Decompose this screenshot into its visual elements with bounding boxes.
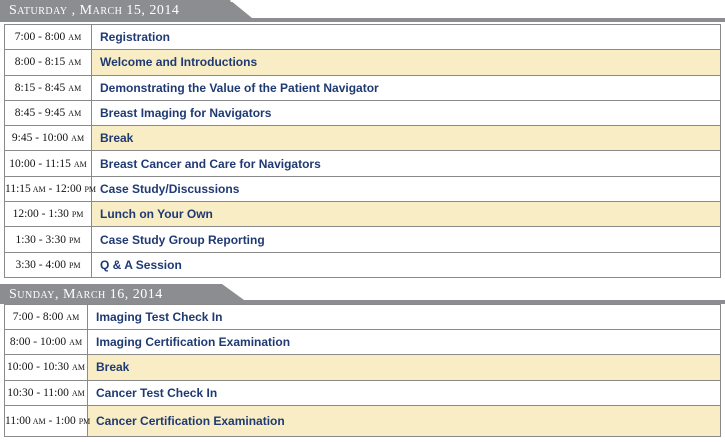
time-end: 11:15	[45, 157, 71, 170]
time-end: 8:15	[44, 56, 66, 69]
event-cell: Case Study Group Reporting	[92, 227, 721, 252]
time-separator: -	[32, 132, 42, 145]
time-end-ampm: pm	[68, 258, 81, 271]
time-separator: -	[33, 361, 43, 374]
time-end-ampm: am	[69, 336, 83, 349]
day-title: Sunday, March 16, 2014	[9, 287, 163, 302]
event-cell: Break	[92, 126, 721, 151]
time-start: 11:00	[5, 414, 31, 427]
schedule-table	[4, 304, 721, 437]
schedule-row	[5, 126, 721, 151]
time-cell	[5, 176, 97, 201]
time-cell	[5, 355, 88, 380]
event-cell: Breast Cancer and Care for Navigators	[92, 151, 721, 176]
time-end: 10:30	[42, 361, 70, 374]
time-end-ampm: pm	[68, 233, 81, 246]
time-end: 11:00	[43, 386, 69, 399]
time-end-ampm: am	[66, 311, 80, 324]
schedule-table	[4, 24, 721, 278]
time-separator: -	[38, 208, 49, 221]
time-end: 8:00	[42, 311, 64, 324]
time-start: 7:00	[14, 31, 36, 44]
event-cell: Cancer Certification Examination	[88, 405, 721, 436]
time-start: 9:45	[11, 132, 33, 145]
time-end-ampm: pm	[84, 182, 97, 195]
schedule-row	[5, 25, 721, 50]
time-end: 8:45	[44, 81, 66, 94]
event-cell: Lunch on Your Own	[92, 202, 721, 227]
time-start-ampm: am	[32, 414, 46, 427]
time-start: 8:45	[14, 107, 36, 120]
time-end: 10:00	[41, 132, 69, 145]
time-separator: -	[33, 386, 44, 399]
schedule-row	[5, 176, 721, 201]
schedule-row	[5, 151, 721, 176]
time-end-ampm: pm	[71, 208, 84, 221]
time-separator: -	[33, 311, 43, 324]
time-separator: -	[35, 233, 46, 246]
schedule-row	[5, 202, 721, 227]
time-end-ampm: am	[68, 107, 82, 120]
time-separator: -	[45, 182, 56, 195]
time-end: 8:00	[44, 31, 66, 44]
event-cell: Breast Imaging for Navigators	[92, 100, 721, 125]
time-cell	[5, 405, 91, 436]
schedule-row	[5, 75, 721, 100]
time-end-ampm: am	[68, 31, 82, 44]
time-cell	[5, 25, 92, 50]
time-end-ampm: am	[71, 132, 85, 145]
time-start-ampm: am	[32, 182, 46, 195]
time-start: 10:30	[7, 386, 34, 399]
time-separator: -	[35, 258, 46, 271]
time-start: 8:00	[9, 336, 31, 349]
schedule-row	[5, 227, 721, 252]
day-header	[0, 282, 725, 306]
time-end-ampm: am	[73, 157, 87, 170]
time-start: 3:30	[15, 258, 36, 271]
event-cell: Cancer Test Check In	[88, 380, 721, 405]
time-cell	[5, 75, 92, 100]
schedule-row	[5, 100, 721, 125]
schedule-row	[5, 380, 721, 405]
time-start: 7:00	[12, 311, 34, 324]
time-cell	[5, 252, 92, 277]
time-end-ampm: am	[68, 81, 82, 94]
time-separator: -	[35, 56, 45, 69]
schedule-row	[5, 252, 721, 277]
event-cell: Demonstrating the Value of the Patient Navigator	[92, 75, 721, 100]
time-cell	[5, 100, 92, 125]
time-cell	[5, 202, 92, 227]
event-cell: Q & A Session	[92, 252, 721, 277]
schedule-row	[5, 50, 721, 75]
event-cell: Registration	[92, 25, 721, 50]
day-title: Saturday , March 15, 2014	[9, 3, 180, 18]
time-start: 8:15	[14, 81, 36, 94]
time-cell	[5, 380, 88, 405]
time-start: 10:00	[7, 361, 34, 374]
time-cell	[5, 151, 92, 176]
time-end-ampm: am	[68, 56, 82, 69]
time-start: 12:00	[12, 208, 39, 221]
time-end-ampm: am	[71, 386, 85, 399]
schedule-row	[5, 405, 721, 436]
event-cell: Imaging Test Check In	[88, 305, 721, 330]
event-cell: Case Study/Discussions	[92, 176, 721, 201]
day-section-sunday	[0, 282, 725, 428]
time-separator: -	[35, 31, 45, 44]
time-start: 10:00	[9, 157, 36, 170]
time-end-ampm: pm	[78, 414, 91, 427]
schedule-row	[5, 355, 721, 380]
time-end: 1:30	[48, 208, 69, 221]
event-cell: Imaging Certification Examination	[88, 330, 721, 355]
time-separator: -	[35, 107, 45, 120]
time-end: 9:45	[44, 107, 66, 120]
schedule-row	[5, 305, 721, 330]
time-end: 10:00	[39, 336, 67, 349]
time-cell	[5, 305, 88, 330]
event-cell: Break	[88, 355, 721, 380]
time-start: 8:00	[14, 56, 36, 69]
event-cell: Welcome and Introductions	[92, 50, 721, 75]
time-cell	[5, 227, 92, 252]
time-separator: -	[30, 336, 40, 349]
time-end: 3:30	[45, 233, 66, 246]
day-header	[0, 0, 725, 24]
time-cell	[5, 126, 92, 151]
time-separator: -	[45, 414, 56, 427]
time-separator: -	[35, 81, 45, 94]
time-end: 12:00	[55, 182, 82, 195]
time-start: 11:15	[5, 182, 31, 195]
schedule-row	[5, 330, 721, 355]
time-start: 1:30	[15, 233, 36, 246]
time-cell	[5, 330, 88, 355]
time-separator: -	[35, 157, 46, 170]
time-end: 1:00	[55, 414, 76, 427]
time-cell	[5, 50, 92, 75]
time-end: 4:00	[45, 258, 66, 271]
time-end-ampm: am	[72, 361, 85, 374]
